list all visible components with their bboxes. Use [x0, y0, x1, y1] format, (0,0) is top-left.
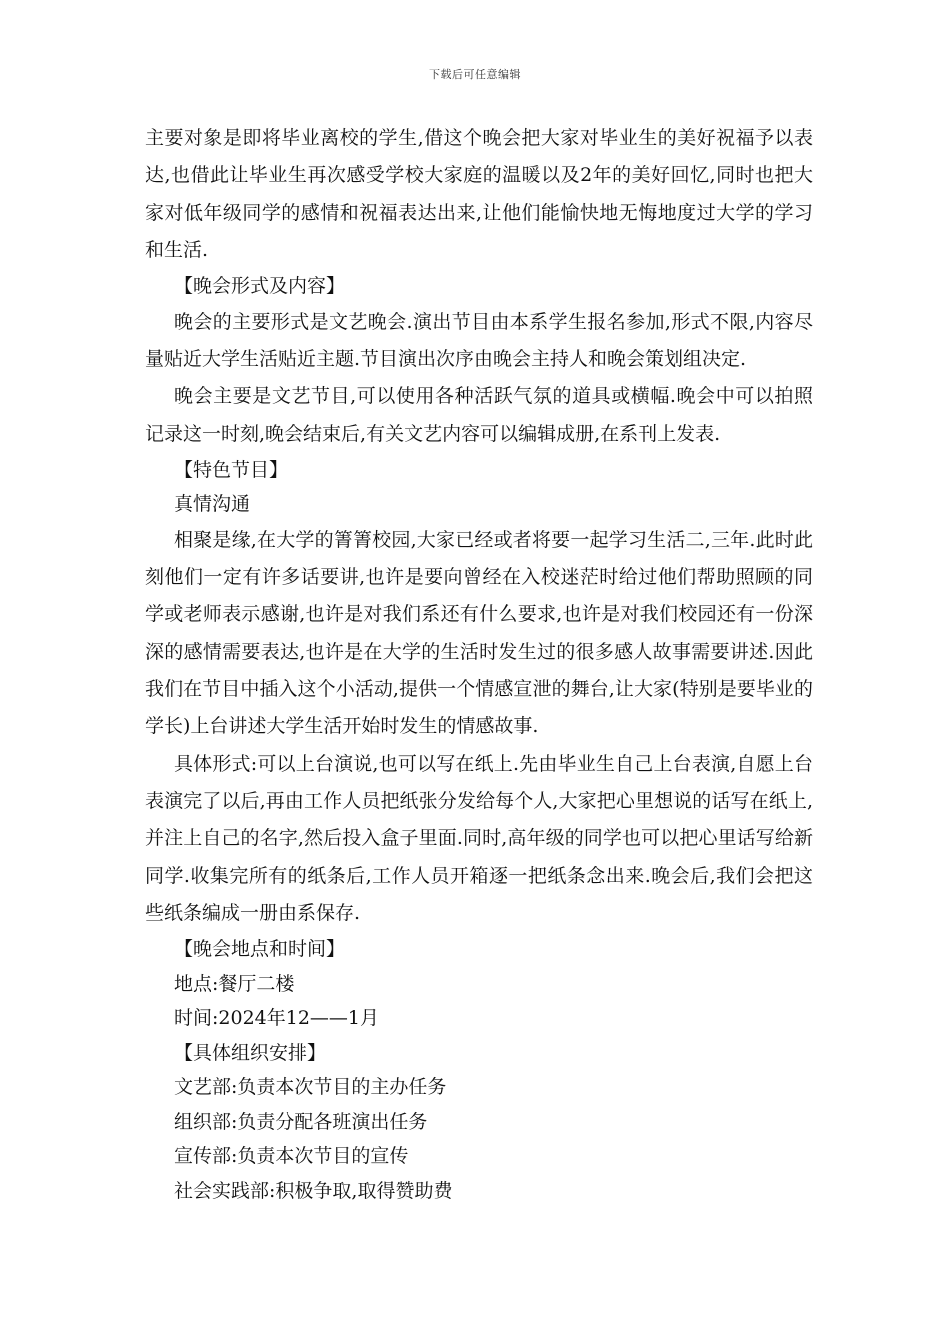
section-heading-place-time: 【晚会地点和时间】	[174, 938, 346, 961]
section-heading-format: 【晚会形式及内容】	[174, 275, 346, 298]
subheading-communication: 真情沟通	[174, 493, 251, 516]
org-line-publicity: 宣传部:负责本次节目的宣传	[174, 1145, 409, 1168]
section-heading-special: 【特色节目】	[174, 458, 289, 481]
paragraph-purpose: 主要对象是即将毕业离校的学生,借这个晚会把大家对毕业生的美好祝福予以表达,也借此让毕业生再次感受学校大家庭的温暖以及2年的美好回忆,同时也把大家对低年级同学的感情和祝福表达出来,让他们能愉快地无悔地度过大学的学习和生活.	[145, 127, 813, 261]
org-line-social-practice: 社会实践部:积极争取,取得赞助费	[174, 1179, 453, 1202]
place-line: 地点:餐厅二楼	[174, 972, 295, 995]
paragraph-communication: 相聚是缘,在大学的箐箐校园,大家已经或者将要一起学习生活二,三年.此时此刻他们一定有许多话要讲,也许是要向曾经在入校迷茫时给过他们帮助照顾的同学或老师表示感谢,也许是对我们系还有什么要求,也许是对我们校园还有一份深深的感情需要表达,也许是在大学的生活时发生过的很多感人故事需要讲述.因此我们在节目中插入这个小活动,提供一个情感宣泄的舞台,让大家(特别是要毕业的学长)上台讲述大学生活开始时发生的情感故事.	[145, 528, 813, 738]
section-heading-organization: 【具体组织安排】	[174, 1041, 327, 1064]
document-body	[145, 120, 813, 1208]
org-line-arts: 文艺部:负责本次节目的主办任务	[174, 1076, 447, 1099]
org-line-organization: 组织部:负责分配各班演出任务	[174, 1110, 428, 1133]
time-line: 时间:2024年12——1月	[174, 1007, 380, 1030]
paragraph-format: 晚会的主要形式是文艺晚会.演出节目由本系学生报名参加,形式不限,内容尽量贴近大学生活贴近主题.节目演出次序由晚会主持人和晚会策划组决定.	[145, 310, 813, 370]
paragraph-specific-form: 具体形式:可以上台演说,也可以写在纸上.先由毕业生自己上台表演,自愿上台表演完了以后,再由工作人员把纸张分发给每个人,大家把心里想说的话写在纸上,并注上自己的名字,然后投入盒子里面.同时,高年级的同学也可以把心里话写给新同学.收集完所有的纸条后,工作人员开箱逐一把纸条念出来.晚会后,我们会把这些纸条编成一册由系保存.	[145, 752, 813, 924]
paragraph-program: 晚会主要是文艺节目,可以使用各种活跃气氛的道具或横幅.晚会中可以拍照记录这一时刻,晚会结束后,有关文艺内容可以编辑成册,在系刊上发表.	[145, 385, 813, 445]
page-header: 下载后可任意编辑	[429, 68, 521, 81]
